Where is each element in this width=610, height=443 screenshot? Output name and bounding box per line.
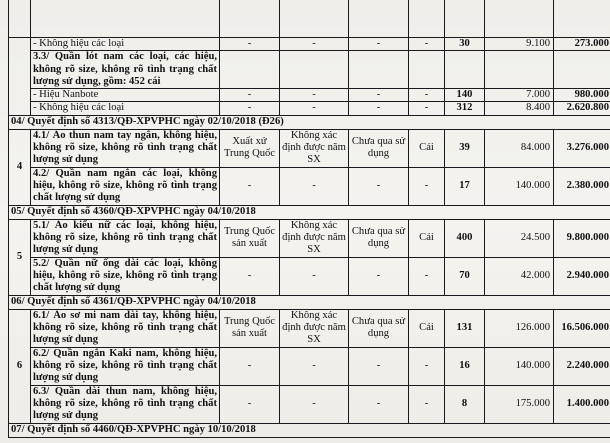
section-header-row: [9, 295, 610, 309]
decision-header: 04/ Quyết định số 4313/QĐ-XPVPHC ngày 02/10/2018 (Đ26): [9, 115, 610, 129]
total-cell: 1.400.000: [554, 385, 610, 423]
total-cell: 273.000: [554, 38, 610, 51]
stt-cell: 6: [9, 309, 31, 423]
unit-cell: Cái: [409, 309, 445, 347]
table-row: [9, 129, 610, 167]
status-cell: Chưa qua sử dụng: [349, 129, 409, 167]
year-cell: -: [280, 347, 349, 385]
unit-cell: -: [409, 38, 445, 51]
total-cell: 2.940.000: [554, 257, 610, 295]
year-cell: -: [280, 385, 349, 423]
desc-cell: 4.2/ Quần nam ngắn các loại, không hiệu, không rõ size, không rõ tình trạng chất lượng sử dụng: [31, 167, 220, 205]
section-header-row: [9, 115, 610, 129]
price-cell: 126.000: [485, 309, 554, 347]
year-cell: -: [280, 38, 349, 51]
stt-cell: 5: [9, 219, 31, 295]
desc-cell: 5.1/ Áo kiểu nữ các loại, không hiệu, không rõ size, không rõ tình trạng chất lượng sử dụng: [31, 219, 220, 257]
unit-cell: Cái: [409, 219, 445, 257]
table-row: [9, 38, 610, 51]
price-cell: 140.000: [485, 167, 554, 205]
price-cell: 24.500: [485, 219, 554, 257]
qty-cell: 17: [445, 167, 485, 205]
section-header-row: [9, 205, 610, 219]
desc-cell: 6.3/ Quần dài thun nam, không hiệu, không rõ size, không rõ tình trạng chất lượng sử dụng: [31, 385, 220, 423]
status-cell: -: [349, 257, 409, 295]
desc-cell: - Hiệu Nanbote: [31, 89, 220, 102]
qty-cell: 16: [445, 347, 485, 385]
table-row: [9, 385, 610, 423]
qty-cell: 39: [445, 129, 485, 167]
stt-cell: 4: [9, 129, 31, 205]
decision-header: 05/ Quyết định số 4360/QĐ-XPVPHC ngày 04/10/2018: [9, 205, 610, 219]
year-cell: -: [280, 89, 349, 102]
year-cell: Không xác định được năm SX: [280, 309, 349, 347]
year-cell: Không xác định được năm SX: [280, 129, 349, 167]
origin-cell: -: [220, 385, 280, 423]
desc-cell: - Không hiệu các loại: [31, 102, 220, 115]
year-cell: Không xác định được năm SX: [280, 219, 349, 257]
status-cell: -: [349, 38, 409, 51]
desc-cell: 6.1/ Áo sơ mi nam dài tay, không hiệu, không rõ size, không rõ tình trạng chất lượng sử dụng: [31, 309, 220, 347]
stt-cell: [9, 38, 31, 116]
total-cell: 2.240.000: [554, 347, 610, 385]
unit-cell: -: [409, 385, 445, 423]
table-row: [9, 347, 610, 385]
total-cell: 9.800.000: [554, 219, 610, 257]
origin-cell: -: [220, 38, 280, 51]
unit-cell: -: [409, 347, 445, 385]
table-row: [9, 257, 610, 295]
qty-cell: 312: [445, 102, 485, 115]
price-cell: 7.000: [485, 89, 554, 102]
qty-cell: 140: [445, 89, 485, 102]
status-cell: -: [349, 167, 409, 205]
qty-cell: 400: [445, 219, 485, 257]
status-cell: -: [349, 385, 409, 423]
unit-cell: -: [409, 257, 445, 295]
price-cell: 140.000: [485, 347, 554, 385]
price-cell: 175.000: [485, 385, 554, 423]
origin-cell: -: [220, 102, 280, 115]
unit-cell: -: [409, 102, 445, 115]
asset-table: [8, 37, 610, 438]
price-cell: 8.400: [485, 102, 554, 115]
status-cell: -: [349, 102, 409, 115]
table-row: [9, 219, 610, 257]
section-header-row: [9, 423, 610, 437]
status-cell: -: [349, 89, 409, 102]
desc-cell: 6.2/ Quần ngắn Kaki nam, không hiệu, không rõ size, không rõ tình trạng chất lượng sử dụng: [31, 347, 220, 385]
previous-page-column-lines: [0, 0, 610, 37]
unit-cell: Cái: [409, 129, 445, 167]
table-row: [9, 167, 610, 205]
decision-header: 07/ Quyết định số 4460/QĐ-XPVPHC ngày 10/10/2018: [9, 423, 610, 437]
price-cell: 42.000: [485, 257, 554, 295]
desc-cell: 4.1/ Áo thun nam tay ngắn, không hiệu, không rõ size, không rõ tình trạng chất lượng sử dụng: [31, 129, 220, 167]
origin-cell: -: [220, 167, 280, 205]
year-cell: -: [280, 167, 349, 205]
origin-cell: -: [220, 257, 280, 295]
qty-cell: 8: [445, 385, 485, 423]
price-cell: 84.000: [485, 129, 554, 167]
qty-cell: 70: [445, 257, 485, 295]
origin-cell: Trung Quốc sản xuất: [220, 309, 280, 347]
year-cell: -: [280, 257, 349, 295]
total-cell: 3.276.000: [554, 129, 610, 167]
total-cell: 16.506.000: [554, 309, 610, 347]
status-cell: Chưa qua sử dụng: [349, 219, 409, 257]
status-cell: -: [349, 347, 409, 385]
year-cell: -: [280, 102, 349, 115]
table-row: [9, 51, 610, 89]
status-cell: Chưa qua sử dụng: [349, 309, 409, 347]
qty-cell: 131: [445, 309, 485, 347]
total-cell: 980.000: [554, 89, 610, 102]
qty-cell: 30: [445, 38, 485, 51]
unit-cell: -: [409, 167, 445, 205]
total-cell: 2.380.000: [554, 167, 610, 205]
origin-cell: -: [220, 89, 280, 102]
table-row: [9, 309, 610, 347]
desc-cell: 3.3/ Quần lót nam các loại, các hiệu, không rõ size, không rõ tình trạng chất lượng sử dụng, gồm: 452 cái: [31, 51, 220, 89]
desc-cell: 5.2/ Quần nữ ống dài các loại, không hiệu, không rõ size, không rõ tình trạng chất lượng sử dụng: [31, 257, 220, 295]
price-cell: 9.100: [485, 38, 554, 51]
unit-cell: -: [409, 89, 445, 102]
origin-cell: Xuất xứ Trung Quốc: [220, 129, 280, 167]
origin-cell: Trung Quốc sản xuất: [220, 219, 280, 257]
table-row: [9, 89, 610, 102]
desc-cell: - Không hiệu các loại: [31, 38, 220, 51]
total-cell: 2.620.800: [554, 102, 610, 115]
origin-cell: -: [220, 347, 280, 385]
decision-header: 06/ Quyết định số 4361/QĐ-XPVPHC ngày 04/10/2018: [9, 295, 610, 309]
table-row: [9, 102, 610, 115]
